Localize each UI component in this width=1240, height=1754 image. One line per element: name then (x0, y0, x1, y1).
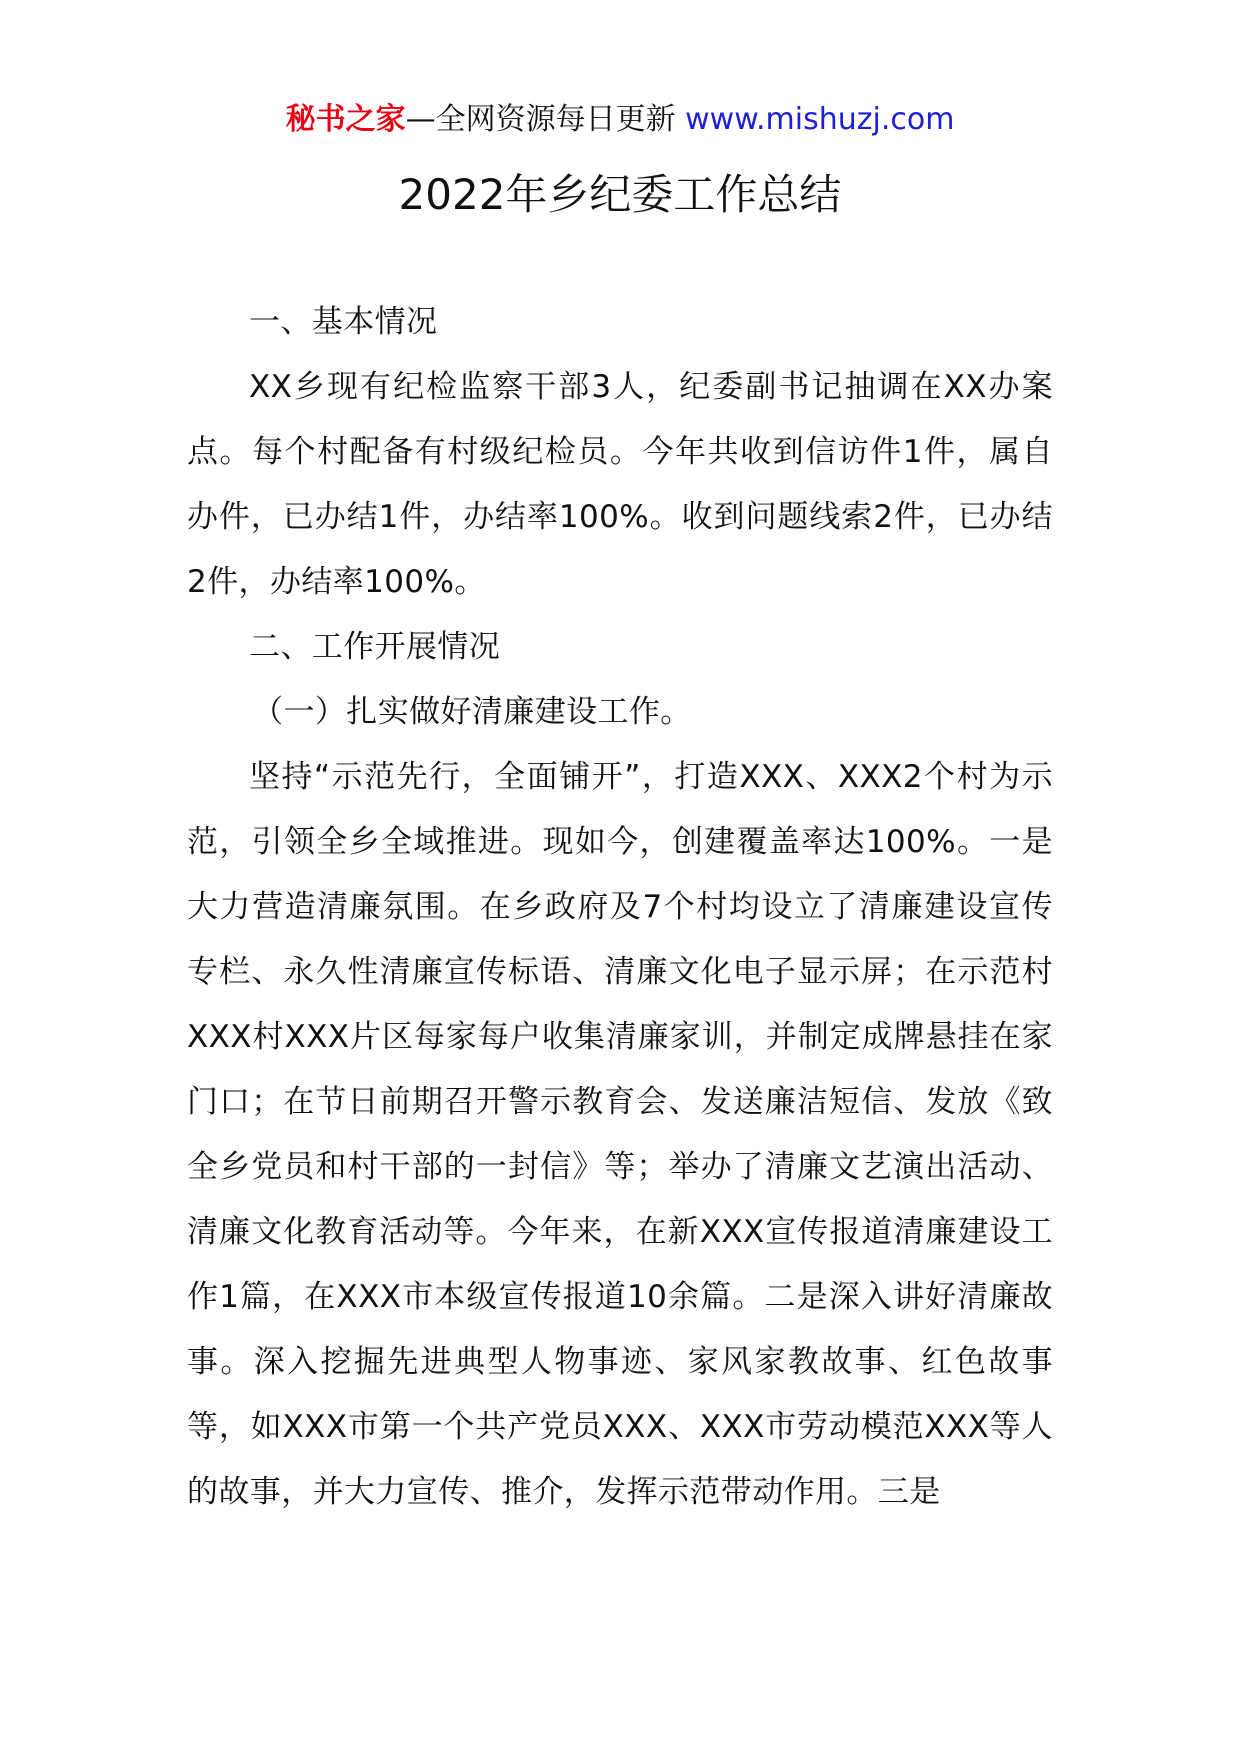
section-heading-basic: 一、基本情况 (249, 304, 438, 340)
header-tagline: —全网资源每日更新 (405, 102, 676, 137)
section-heading-work: 二、工作开展情况 (249, 629, 501, 665)
paragraph-basic-situation: XX乡现有纪检监察干部3人，纪委副书记抽调在XX办案点。每个村配备有村级纪检员。今年共收到信访件1件，属自办件，已办结1件，办结率100%。收到问题线索2件，已办结2件，办结率100%。 (187, 369, 1053, 600)
brand-name: 秘书之家 (285, 102, 406, 137)
subsection-heading-clean-building: （一）扎实做好清廉建设工作。 (252, 694, 692, 730)
document-body (187, 290, 1053, 1525)
paragraph-clean-building: 坚持“示范先行，全面铺开”，打造XXX、XXX2个村为示范，引领全乡全域推进。现如今，创建覆盖率达100%。一是大力营造清廉氛围。在乡政府及7个村均设立了清廉建设宣传专栏、永久性清廉宣传标语、清廉文化电子显示屏；在示范村XXX村XXX片区每家每户收集清廉家训，并制定成牌悬挂在家门口；在节日前期召开警示教育会、发送廉洁短信、发放《致全乡党员和村干部的一封信》等；举办了清廉文艺演出活动、清廉文化教育活动等。今年来，在新XXX宣传报道清廉建设工作1篇，在XXX市本级宣传报道10余篇。二是深入讲好清廉故事。深入挖掘先进典型人物事迹、家风家教故事、红色故事等，如XXX市第一个共产党员XXX、XXX市劳动模范XXX等人的故事，并大力宣传、推介，发挥示范带动作用。三是 (187, 759, 1053, 1510)
site-url-link[interactable]: www.mishuzj.com (685, 102, 955, 137)
document-title: 2022年乡纪委工作总结 (398, 170, 842, 219)
site-header (0, 100, 1240, 140)
